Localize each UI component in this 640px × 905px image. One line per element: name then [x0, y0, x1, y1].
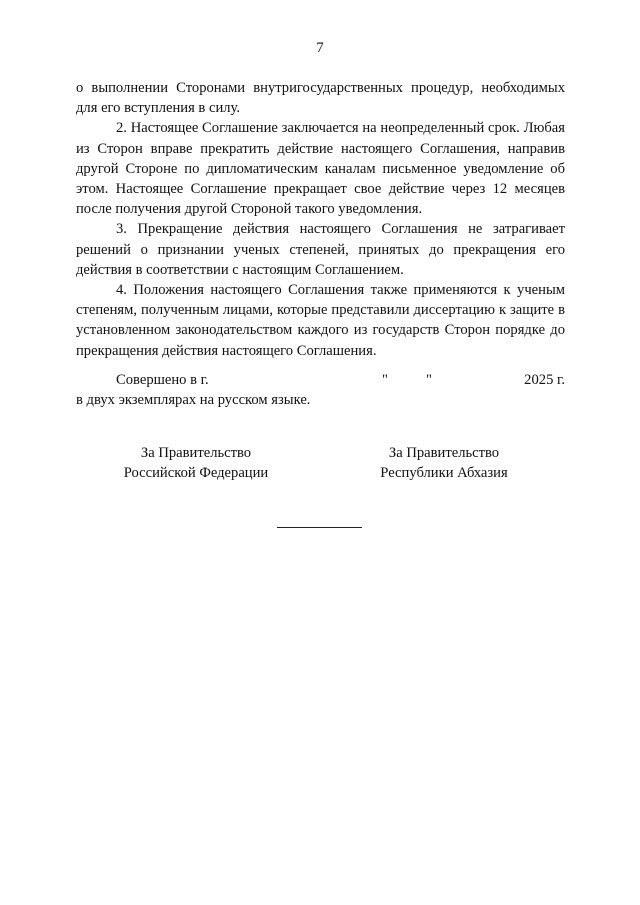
date-quote-open: "	[382, 372, 388, 388]
year-text: 2025 г.	[524, 372, 565, 388]
paragraph-article-2: 2. Настоящее Соглашение заключается на неопределенный срок. Любая из Сторон вправе прекратить действие настоящего Соглашения, направив другой Стороне по дипломатическим каналам письменное уведомление об этом. Настоящее Соглашение прекращает свое действие через 12 месяцев после получения другой Стороной такого уведомления.	[76, 120, 565, 218]
signatory-russia-line2: Российской Федерации	[123, 465, 269, 482]
signatory-russia	[86, 443, 306, 483]
date-quote-close: "	[426, 372, 432, 388]
done-at-line	[76, 370, 565, 390]
paragraph-continuation: о выполнении Сторонами внутригосударственных процедур, необходимых для его вступления в силу.	[76, 80, 565, 117]
agreement-body	[76, 78, 565, 361]
signatory-abkhazia	[334, 443, 554, 483]
paragraph-article-4: 4. Положения настоящего Соглашения также применяются к ученым степеням, полученным лицами, которые представили диссертацию к защите в установленном законодательством каждого из государств Сторон порядке до прекращения действия настоящего Соглашения.	[76, 282, 565, 359]
done-at-label: Совершено в г.	[116, 372, 209, 388]
page-number: 7	[316, 40, 324, 56]
copies-statement: в двух экземплярах на русском языке.	[76, 392, 311, 408]
end-divider	[277, 527, 362, 528]
signatory-abkhazia-line2: Республики Абхазия	[380, 465, 508, 482]
signatory-abkhazia-line1: За Правительство	[388, 445, 500, 461]
paragraph-article-3: 3. Прекращение действия настоящего Соглашения не затрагивает решений о признании ученых степеней, принятых до прекращения его действия в соответствии с настоящим Соглашением.	[76, 221, 565, 278]
signatory-russia-line1: За Правительство	[140, 445, 252, 461]
